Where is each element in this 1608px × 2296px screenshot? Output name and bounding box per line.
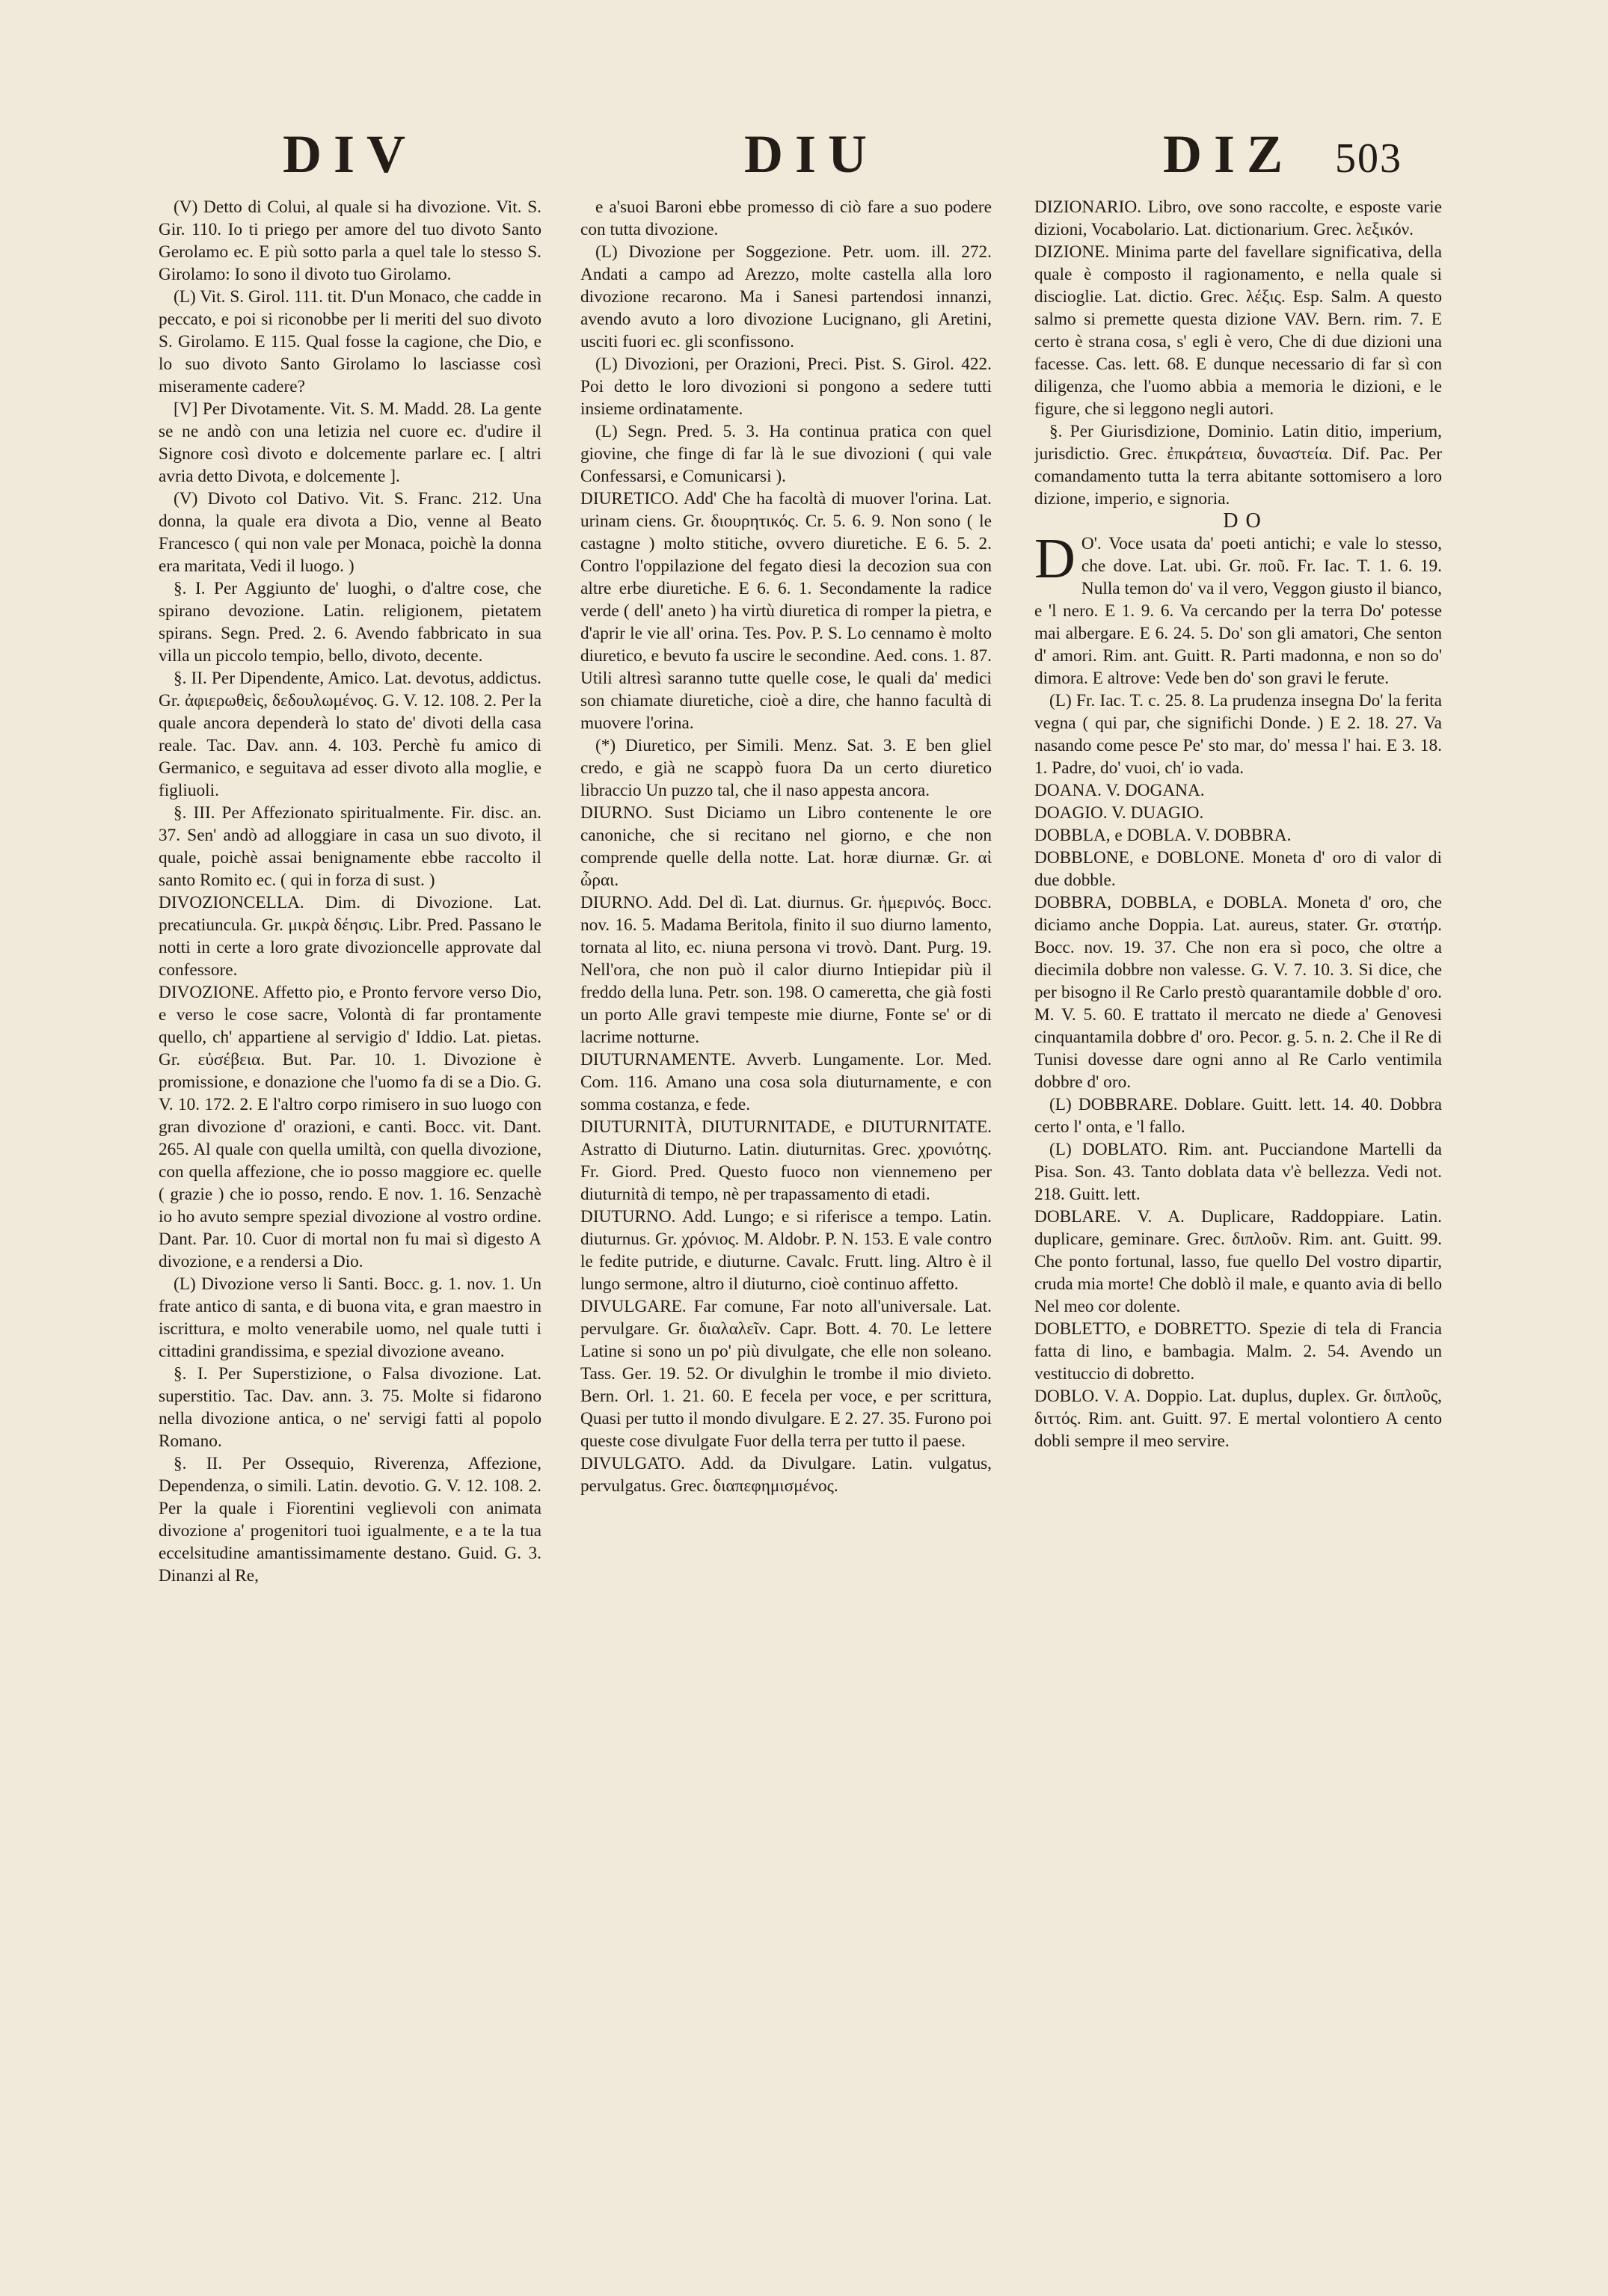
drop-cap: D (1034, 527, 1075, 590)
page-number: 503 (1335, 135, 1402, 182)
dictionary-entry: §. I. Per Aggiunto de' luoghi, o d'altre cose, che spirano devozione. Latin. religionem, pietatem spirans. Segn. Pred. 2. 6. Avendo fabbricato in sua villa un piccolo tempio, bello, divoto, decente. (159, 579, 541, 666)
dictionary-entry: (L) Vit. S. Girol. 111. tit. D'un Monaco, che cadde in peccato, e poi si riconobbe per li meriti del suo divoto S. Girolamo. E 115. Qual fosse la cagione, che Dio, e lo suo divoto Santo Girolamo lo lasciasse così miseramente cadere? (159, 287, 541, 396)
dictionary-entry: (L) Divozioni, per Orazioni, Preci. Pist. S. Girol. 422. Poi detto le loro divozioni si pongono a sedere tutti insieme ordinatamente. (580, 354, 992, 419)
section-heading: DO (1223, 509, 1268, 532)
dictionary-entry: (L) DOBLATO. Rim. ant. Pucciandone Martelli da Pisa. Son. 43. Tanto doblata data v'è bellezza. Vedi not. 218. Guitt. lett. (1034, 1140, 1442, 1204)
dictionary-entry (1034, 527, 1442, 690)
dictionary-entry: (*) Diuretico, per Simili. Menz. Sat. 3. E ben gliel credo, e già ne scappò fuora Da un certo diuretico libraccio Un puzzo tal, che il naso appesta ancora. (580, 736, 992, 800)
dictionary-entry: e a'suoi Baroni ebbe promesso di ciò fare a suo podere con tutta divozione. (580, 197, 992, 239)
dictionary-entry: (V) Divoto col Dativo. Vit. S. Franc. 212. Una donna, la quale era divota a Dio, venne al Beato Francesco ( qui non vale per Monaca, poichè la donna era maritata, Vedi il luogo. ) (159, 489, 541, 576)
running-head-center: DIU (744, 124, 880, 184)
dizione-entries (1034, 196, 1442, 510)
dictionary-entry: §. Per Giurisdizione, Dominio. Latin ditio, imperium, jurisdictio. Grec. ἐπικράτεια, δυναστεία. Dif. Pac. Per comandamento tutta la terra abitante sottomisero a loro dizione, imperio, e signoria. (1034, 422, 1442, 509)
dictionary-entry: DOAGIO. V. DUAGIO. (1034, 803, 1204, 823)
dictionary-entry: DIUTURNAMENTE. Avverb. Lungamente. Lor. Med. Com. 116. Amano una cosa sola diuturnamente, e con somma costanza, e fede. (580, 1050, 992, 1114)
dictionary-entry: DOBLO. V. A. Doppio. Lat. duplus, duplex. Gr. διπλοῦς, διττός. Rim. ant. Guitt. 97. E mertal volontiero A cento dobli sempre il meo servire. (1034, 1387, 1442, 1451)
dictionary-entry: DOBLETTO, e DOBRETTO. Spezie di tela di Francia fatta di lino, e bambagia. Malm. 2. 54. Avendo un vestituccio di dobretto. (1034, 1319, 1442, 1384)
do-entries (1034, 527, 1442, 1452)
text-column-left (159, 196, 541, 2200)
dictionary-entry: DOBBLA, e DOBLA. V. DOBBRA. (1034, 826, 1292, 845)
dictionary-entry: DIZIONARIO. Libro, ove sono raccolte, e esposte varie dizioni, Vocabolario. Lat. dictionarium. Grec. λεξικόν. (1034, 197, 1442, 239)
dictionary-entry: (V) Detto di Colui, al quale si ha divozione. Vit. S. Gir. 110. Io ti priego per amore del tuo divoto Santo Gerolamo ec. E più sotto parla a quel tale lo stesso S. Girolamo: Io sono il divoto tuo Girolamo. (159, 197, 541, 284)
dictionary-entry: DOBBLONE, e DOBLONE. Moneta d' oro di valor di due dobble. (1034, 848, 1442, 890)
dictionary-entry: DIUTURNO. Add. Lungo; e si riferisce a tempo. Latin. diuturnus. Gr. χρόνιος. M. Aldobr. P. N. 153. E vale contro le fedite putride, e diuturne. Cavalc. Frutt. ling. Altro è il lungo sermone, altro il diuturno, cioè continuo affetto. (580, 1207, 992, 1294)
dictionary-entry: (L) Segn. Pred. 5. 3. Ha continua pratica con quel giovine, che finge di far là le sue divozioni ( qui vale Confessarsi, e Comunicarsi ). (580, 422, 992, 486)
dictionary-entry: DIZIONE. Minima parte del favellare significativa, della quale è composto il ragionamento, e nella quale si discioglie. Lat. dictio. Grec. λέξις. Esp. Salm. A questo salmo si premette questa dizione VAV. Bern. rim. 7. E certo è strana cosa, s' egli è vero, Che di due dizioni una facesse. Cas. lett. 68. E dunque necessario di far sì con diligenza, che l'uomo abbia a memoria le dizioni, e le figure, che si leggono negli autori. (1034, 242, 1442, 419)
dictionary-entry: (L) Divozione per Soggezione. Petr. uom. ill. 272. Andati a campo ad Arezzo, molte castella alla loro divozione recarono. Ma i Sanesi partendosi innanzi, avendo avuto a loro divozione Lucignano, gli Aretini, usciti fuori ec. gli sconfissono. (580, 242, 992, 352)
dictionary-entry: §. II. Per Dipendente, Amico. Lat. devotus, addictus. Gr. ἀφιερωθεὶς, δεδουλωμένος. G. V. 12. 108. 2. Per la quale ancora dependerà lo stato de' divoti della casa reale. Tac. Dav. ann. 4. 103. Perchè fu amico di Germanico, e seguitava ad esser divoto alla moglie, e figliuoli. (159, 669, 541, 800)
text-column-middle (580, 196, 992, 2200)
text-column-right (1034, 196, 1442, 2200)
dictionary-entry: (L) Divozione verso li Santi. Bocc. g. 1. nov. 1. Un frate antico di santa, e di buona vita, e gran maestro in iscrittura, e molto venerabile uomo, nel quale tutti i cittadini grandissima, e spezial divozione aveano. (159, 1274, 541, 1361)
dictionary-entry: DOANA. V. DOGANA. (1034, 781, 1205, 800)
dictionary-entry: (L) Fr. Iac. T. c. 25. 8. La prudenza insegna Do' la ferita vegna ( qui par, che significhi Donde. ) E 2. 18. 27. Va nasando come pesce Pe' sto mar, do' messa l' hai. E 3. 18. 1. Padre, do' vuoi, ch' io vada. (1034, 691, 1442, 778)
dictionary-entry: §. II. Per Ossequio, Riverenza, Affezione, Dependenza, o simili. Latin. devotio. G. V. 12. 108. 2. Per la quale i Fiorentini veglievoli con animata divozione a' progenitori tuoi igualmente, e a te la tua eccelsitudine amantissimamente destano. Guid. G. 3. Dinanzi al Re, (159, 1454, 541, 1586)
entry-text: O'. Voce usata da' poeti antichi; e vale lo stesso, che dove. Lat. ubi. Gr. ποῦ. Fr. Iac. T. 1. 6. 19. Nulla temon do' va il vero, Veggon giusto il bianco, e 'l nero. E 1. 9. 6. Va cercando per la terra Do' potesse mai albergare. E 6. 24. 5. Do' son gli amatori, Che senton d' amori. Rim. ant. Guitt. R. Parti madonna, e non so do' dimora. E altrove: Vede ben do' son gravi le ferute. (1034, 534, 1442, 688)
dictionary-entry: DIURETICO. Add' Che ha facoltà di muover l'orina. Lat. urinam ciens. Gr. διουρητικός. Cr. 5. 6. 9. Non sono ( le castagne ) molto stitiche, ovvero diuretiche. E 6. 5. 2. Contro l'oppilazione del fegato diesi la decozion sua con altre erbe diuretiche. E 6. 6. 1. Secondamente la radice verde ( dell' aneto ) ha virtù diuretica di romper la pietra, e d'aprir le vie all' orina. Tes. Pov. P. S. Lo cennamo è molto diuretico, e bevuto fa uscire le secondine. Aed. cons. 1. 87. Utili altresì saranno tutte quelle cose, le quali da' medici son chiamate diuretiche, cioè a dire, che hanno facultà di muovere l'orina. (580, 489, 992, 733)
running-head-right: DIZ (1163, 124, 1295, 184)
dictionary-entry: DIVULGATO. Add. da Divulgare. Latin. vulgatus, pervulgatus. Grec. διαπεφημισμένος. (580, 1454, 992, 1496)
dictionary-entry: §. I. Per Superstizione, o Falsa divozione. Lat. superstitio. Tac. Dav. ann. 3. 75. Molte si fidarono nella divozione antica, o ne' servigi fatti al popolo Romano. (159, 1364, 541, 1451)
dictionary-entry: DIVULGARE. Far comune, Far noto all'universale. Lat. pervulgare. Gr. διαλαλεῖν. Capr. Bott. 4. 70. Le lettere Latine si sono un po' più divulgate, che elle non soleano. Tass. Ger. 19. 52. Or divulghin le trombe il mio divieto. Bern. Orl. 1. 21. 60. E fecela per voce, e per scrittura, Quasi per tutto il mondo divulgare. E 2. 27. 35. Furono poi queste cose divulgate Fuor della terra per tutto il paese. (580, 1297, 992, 1451)
dictionary-entry: DIURNO. Sust Diciamo un Libro contenente le ore canoniche, che si recitano nel giorno, e che non comprende quelle della notte. Lat. horæ diurnæ. Gr. αἱ ὧραι. (580, 803, 992, 890)
dictionary-entry: DOBLARE. V. A. Duplicare, Raddoppiare. Latin. duplicare, geminare. Grec. διπλοῦν. Rim. ant. Guitt. 99. Che ponto fortunal, lasso, fue quello Del vostro dipartir, cruda mia morte! Che doblò il male, e quanto avia di bello Nel meo cor dolente. (1034, 1207, 1442, 1316)
dictionary-entry: DIUTURNITÀ, DIUTURNITADE, e DIUTURNITATE. Astratto di Diuturno. Latin. diuturnitas. Grec. χρονιότης. Fr. Giord. Pred. Questo fuoco non viennemeno per diuturnità di tempo, nè per trapassamento di etadi. (580, 1117, 992, 1204)
dictionary-entry: [V] Per Divotamente. Vit. S. M. Madd. 28. La gente se ne andò con una letizia nel cuore ec. d'udire il Signore così divoto e dolcemente parlare ec. [ altri avria detto Divota, e dolcemente ]. (159, 399, 541, 486)
dictionary-entry: DIVOZIONE. Affetto pio, e Pronto fervore verso Dio, e verso le cose sacre, Volontà di far prontamente quello, ch' appartiene al servigio d' Iddio. Lat. pietas. Gr. εὐσέβεια. But. Par. 10. 1. Divozione è promissione, e donazione che l'uomo fa di se a Dio. G. V. 10. 172. 2. E l'altro corpo rimisero in suo luogo con gran divozione d' orazioni, e canti. Bocc. vit. Dant. 265. Al quale con quella umiltà, con quella divozione, con quella affezione, che io posso maggiore ec. quelle ( grazie ) che io posso, rendo. E nov. 1. 16. Senzachè io ho avuto sempre spezial divozione al vostro ordine. Dant. Par. 10. Cuor di mortal non fu mai sì digesto A divozione, e a rendersi a Dio. (159, 983, 541, 1271)
dictionary-entry: DIURNO. Add. Del dì. Lat. diurnus. Gr. ἡμερινός. Bocc. nov. 16. 5. Madama Beritola, finito il suo diurno lamento, tornata al lito, ec. niuna persona vi trovò. Dant. Purg. 19. Nell'ora, che non può il calor diurno Intiepidar più il freddo della luna. Petr. son. 198. O cameretta, che già fosti un porto Alle gravi tempeste mie diurne, Fonte se' or di lacrime notturne. (580, 893, 992, 1047)
running-head-left: DIV (283, 124, 418, 184)
dictionary-entry: DIVOZIONCELLA. Dim. di Divozione. Lat. precatiuncula. Gr. μικρὰ δέησις. Libr. Pred. Passano le notti in certe a loro grate divozioncelle approvate dal confessore. (159, 893, 541, 980)
dictionary-entry: §. III. Per Affezionato spiritualmente. Fir. disc. an. 37. Sen' andò ad alloggiare in casa un suo divoto, il quale, poichè assai benignamente ebbe raccolto il santo Romito ec. ( qui in forza di sust. ) (159, 803, 541, 890)
dictionary-entry: (L) DOBBRARE. Doblare. Guitt. lett. 14. 40. Dobbra certo l' onta, e 'l fallo. (1034, 1095, 1442, 1137)
dictionary-entry: DOBBRA, DOBBLA, e DOBLA. Moneta d' oro, che diciamo anche Doppia. Lat. aureus, stater. Gr. στατήρ. Bocc. nov. 19. 37. Che non era sì poco, che oltre a diecimila dobbre non valesse. G. V. 7. 10. 3. Si dice, che per bisogno il Re Carlo prestò quarantamile dobble d' oro. M. V. 5. 60. E trattato il mercato ne diede a' Genovesi cinquantamila dobbre d' oro. Pecor. g. 5. n. 2. Che il Re di Tunisi dovesse dare ogni anno al Re Carlo ventimila dobbre d' oro. (1034, 893, 1442, 1092)
